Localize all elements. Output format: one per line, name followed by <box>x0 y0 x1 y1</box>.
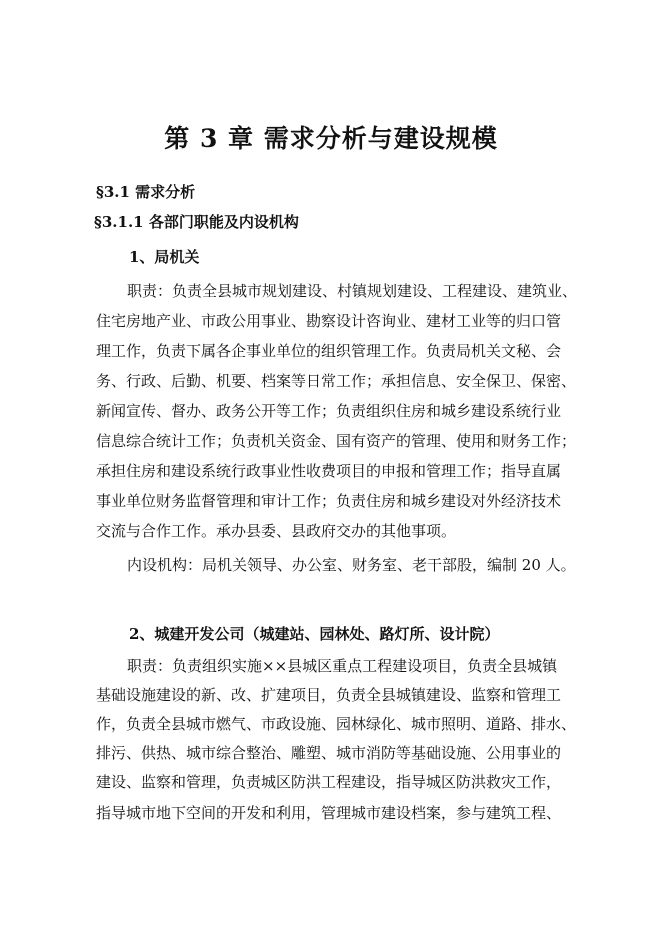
paragraph-line: 职责：负责全县城市规划建设、村镇规划建设、工程建设、建筑业、 <box>127 282 578 300</box>
paragraph-line: 作，负责全县城市燃气、市政设施、园林绿化、城市照明、道路、排水、 <box>96 715 577 733</box>
item-title-dev-company: 2、城建开发公司（城建站、园林处、路灯所、设计院） <box>129 625 500 643</box>
section-heading: §3.1 需求分析 <box>96 183 196 201</box>
paragraph-line: 交流与合作工作。承办县委、县政府交办的其他事项。 <box>96 522 457 540</box>
paragraph-line: 务、行政、后勤、机要、档案等日常工作；承担信息、安全保卫、保密、 <box>96 372 577 390</box>
paragraph-line: 信息综合统计工作；负责机关资金、国有资产的管理、使用和财务工作； <box>96 432 577 450</box>
paragraph-line: 指导城市地下空间的开发和利用，管理城市建设档案，参与建筑工程、 <box>96 804 562 822</box>
paragraph-line: 承担住房和建设系统行政事业性收费项目的申报和管理工作；指导直属 <box>96 462 562 480</box>
subsection-heading: §3.1.1 各部门职能及内设机构 <box>94 213 299 231</box>
chapter-title: 第 3 章 需求分析与建设规模 <box>164 124 498 153</box>
paragraph-line: 理工作，负责下属各企事业单位的组织管理工作。负责局机关文秘、会 <box>96 342 562 360</box>
paragraph-line: 新闻宣传、督办、政务公开等工作；负责组织住房和城乡建设系统行业 <box>96 402 562 420</box>
paragraph-line: 事业单位财务监督管理和审计工作；负责住房和城乡建设对外经济技术 <box>96 492 562 510</box>
paragraph-line: 住宅房地产业、市政公用事业、勘察设计咨询业、建材工业等的归口管 <box>96 312 562 330</box>
paragraph-line: 建设、监察和管理，负责城区防洪工程建设，指导城区防洪救灾工作， <box>96 773 562 791</box>
item-title-bureau: 1、局机关 <box>129 248 200 266</box>
paragraph-line: 内设机构：局机关领导、办公室、财务室、老干部股，编制 20 人。 <box>127 556 576 574</box>
paragraph-line: 职责：负责组织实施××县城区重点工程建设项目，负责全县城镇 <box>127 657 558 675</box>
paragraph-line: 基础设施建设的新、改、扩建项目，负责全县城镇建设、监察和管理工 <box>96 686 562 704</box>
paragraph-line: 排污、供热、城市综合整治、雕塑、城市消防等基础设施、公用事业的 <box>96 744 562 762</box>
